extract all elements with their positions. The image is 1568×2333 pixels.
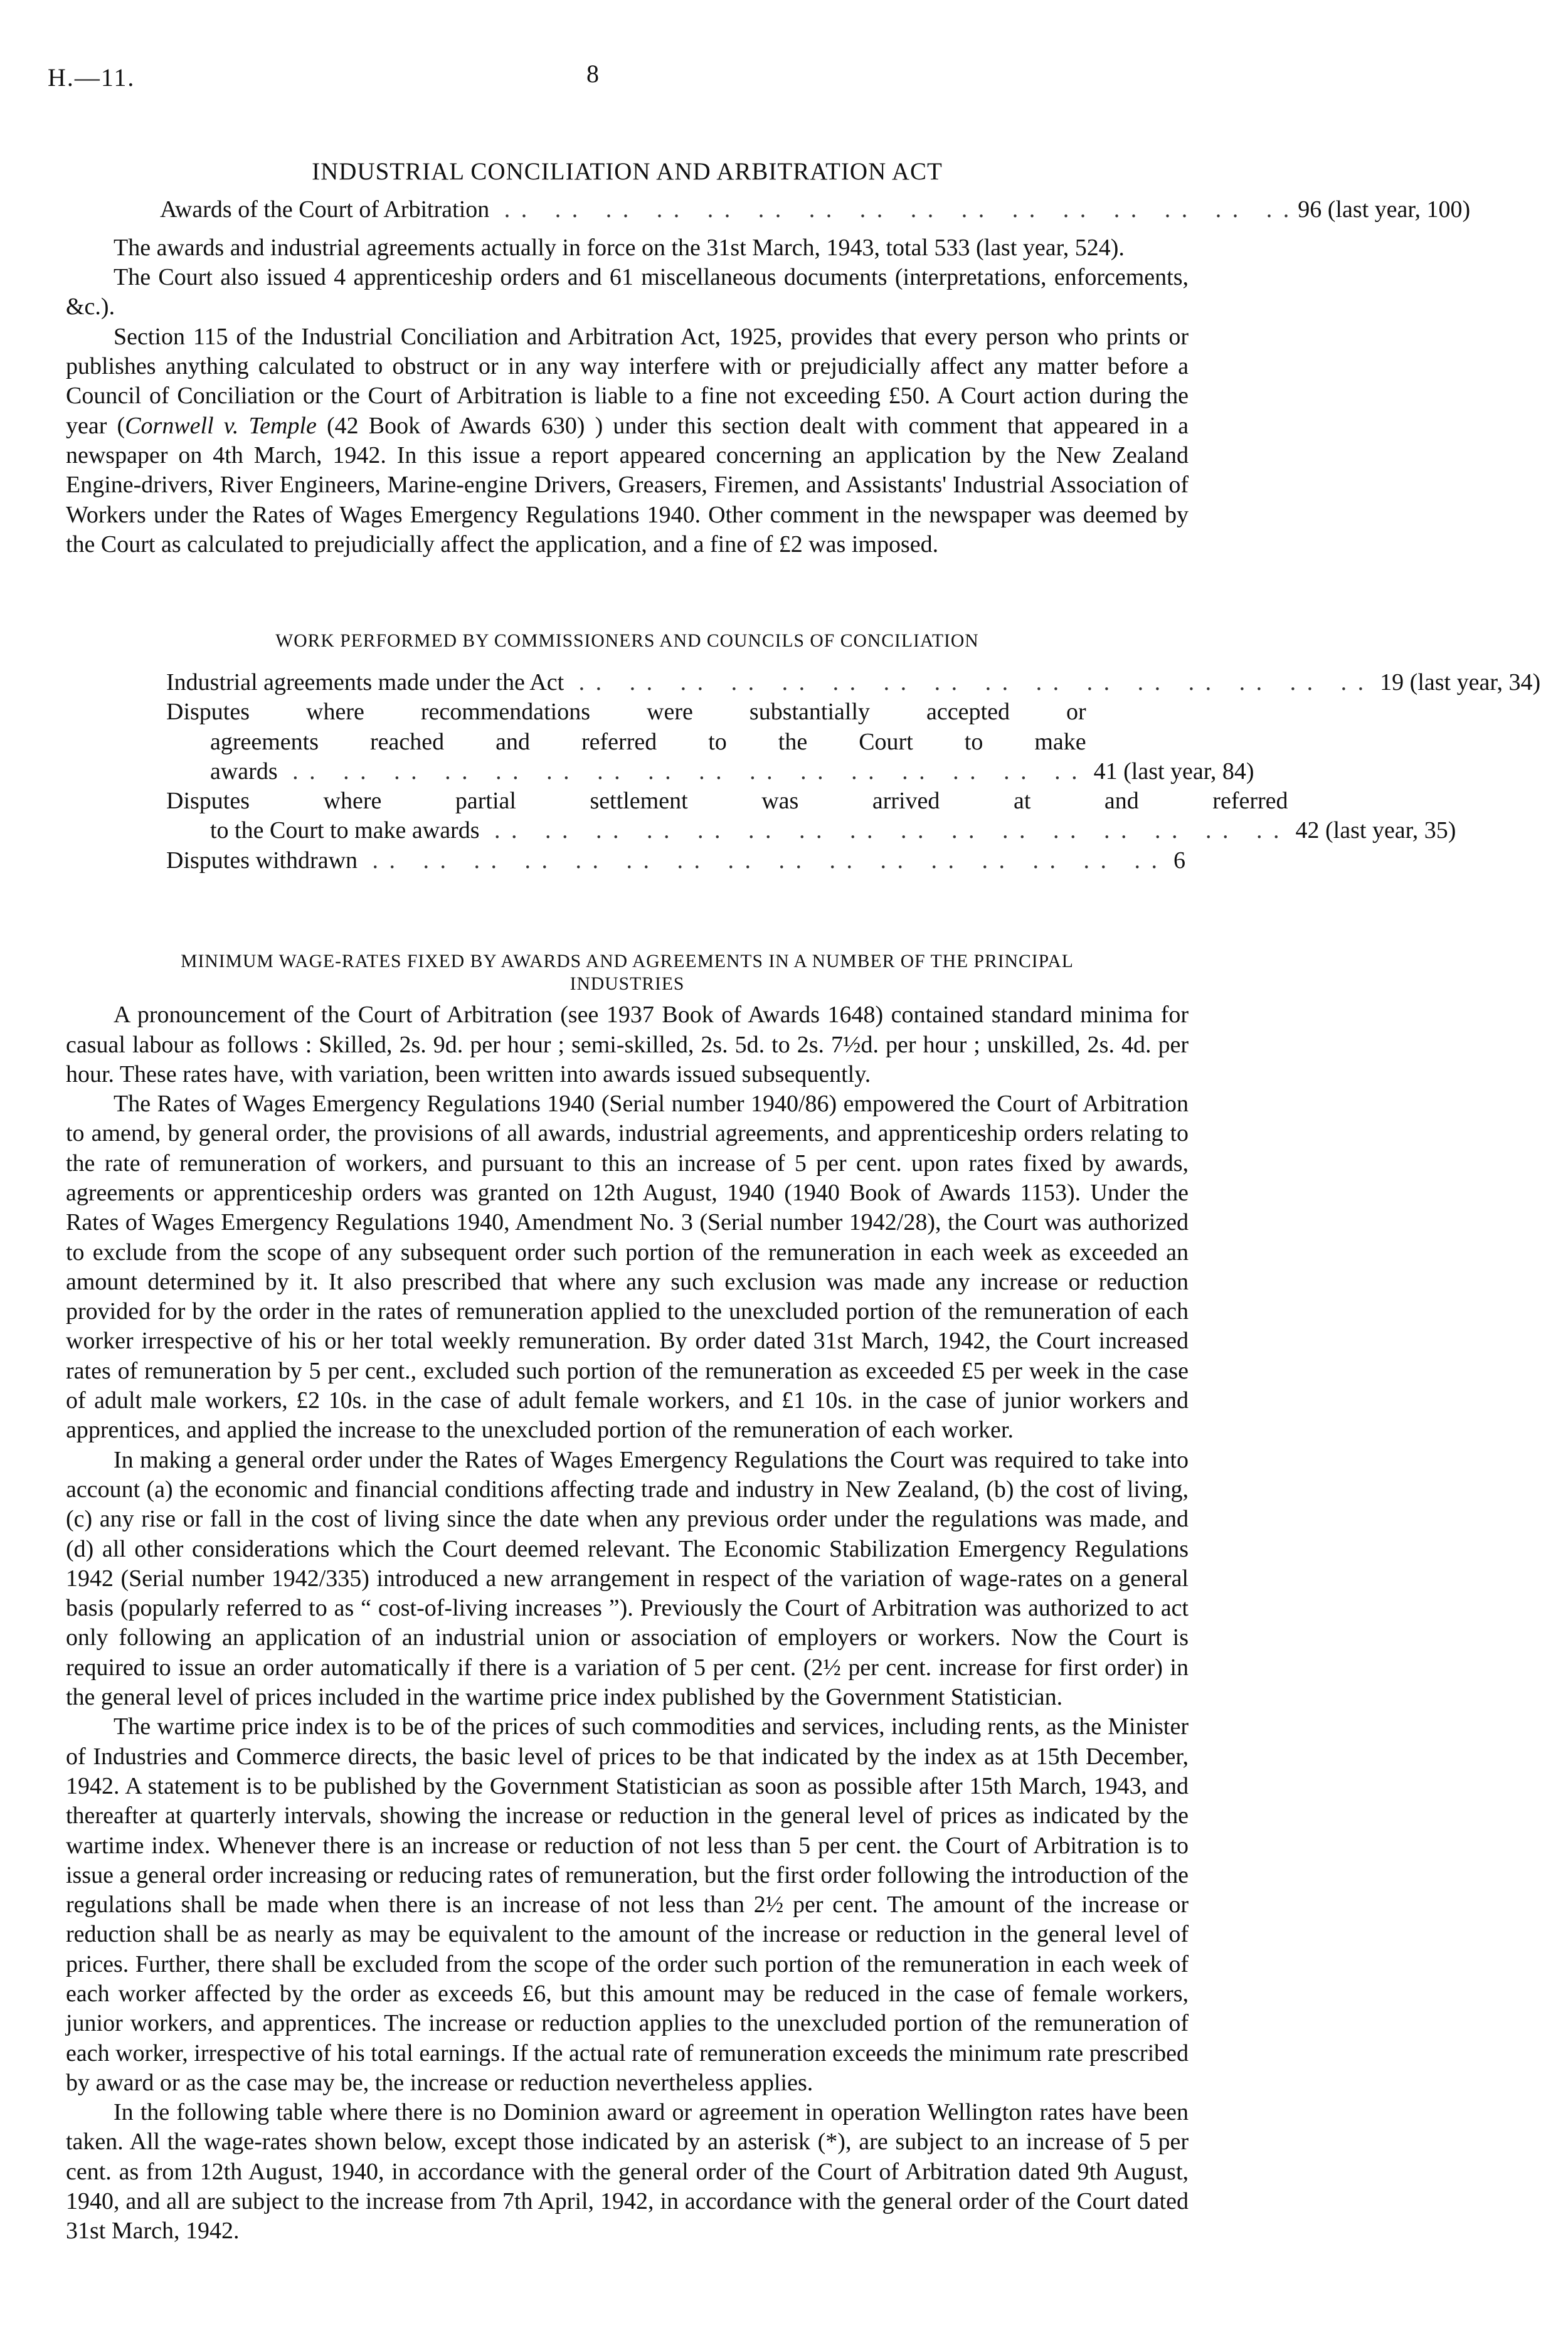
row-label: Disputes where recommendations were substantially accepted or [166, 699, 1086, 726]
paragraph-general-order-considerations: In making a general order under the Rates of Wages Emergency Regulations the Court was required to take into account (a) the economic and financial conditions affecting trade and industry in New Zealand, (b) the cost of living, (c) any rise or fall in the cost of living since the date when any previous order under the regulations was made, and (d) all other considerations which the Court deemed relevant. The Economic Stabilization Emergency Regulations 1942 (Serial number 1942/335) introduced a new arrangement in respect of the variation of wage-rates on a general basis (popularly referred to as “ cost-of-living increases ”). Previously the Court of Arbitration was authorized to act only following an application of an industrial union or association of employers or workers. Now the Court is required to issue an order automatically if there is a variation of 5 per cent. (2½ per cent. increase for first order) in the general level of prices included in the wartime price index published by the Government Statistician. [66, 1446, 1189, 1711]
paragraph-wartime-price-index: The wartime price index is to be of the prices of such commodities and services, including rents, as the Minister of Industries and Commerce directs, the basic level of prices to be that indicated by the index as at 15th December, 1942. A statement is to be published by the Government Statistician as soon as possible after 15th March, 1943, and thereafter at quarterly intervals, showing the increase or reduction in the general level of prices as indicated by the wartime index. Whenever there is an increase or reduction of not less than 5 per cent. the Court of Arbitration is to issue a general order increasing or reducing rates of remuneration, but the first order following the introduction of the regulations shall be made when there is an increase of not less than 2½ per cent. The amount of the increase or reduction shall be as nearly as may be equivalent to the amount of the increase or reduction in the general level of prices. Further, there shall be excluded from the scope of the order such portion of the remuneration in each week of each worker affected by the order as exceeds £6, but this amount may be reduced in the case of female workers, junior workers, and apprentices. The increase or reduction applies to the unexcluded portion of the remuneration of each worker, irrespective of his total earnings. If the actual rate of remuneration exceeds the minimum rate prescribed by award or as the case may be, the increase or reduction nevertheless applies. [66, 1713, 1189, 2096]
row-value: 19 (last year, 34) [1380, 669, 1541, 696]
paragraph-apprenticeship-orders: The Court also issued 4 apprenticeship orders and 61 miscellaneous documents (interpretations, enforcements, &c.). [66, 264, 1189, 320]
conciliation-row [166, 786, 1456, 846]
page-title: INDUSTRIAL CONCILIATION AND ARBITRATION ACT [312, 158, 943, 185]
row-label: Disputes withdrawn [166, 847, 358, 874]
awards-line [66, 195, 1471, 225]
document-reference: H.—11. [48, 63, 135, 92]
row-value: 42 (last year, 35) [1295, 817, 1456, 844]
row-label-continued: awards [210, 758, 278, 785]
page-body [66, 157, 1541, 2246]
page-number: 8 [586, 60, 599, 88]
leader-dots [278, 757, 1086, 786]
leader-dots [358, 846, 1166, 876]
row-label-continued: to the Court to make awards [210, 817, 480, 844]
case-citation: Cornwell v. Temple [125, 412, 317, 439]
work-section-heading: WORK PERFORMED BY COMMISSIONERS AND COUNCILS OF CONCILIATION [275, 631, 979, 652]
conciliation-row [166, 697, 1254, 786]
conciliation-row [166, 668, 1541, 697]
paragraph-awards-in-force: The awards and industrial agreements actually in force on the 31st March, 1943, total 533 (last year, 524). [114, 234, 1125, 261]
leader-dots [489, 195, 1298, 225]
paragraph-rates-of-wages-regulations: The Rates of Wages Emergency Regulations 1940 (Serial number 1940/86) empowered the Court of Arbitration to amend, by general order, the provisions of all awards, industrial agreements, and apprenticeship orders relating to the rate of remuneration of workers, and pursuant to this an increase of 5 per cent. upon rates fixed by awards, agreements or apprenticeship orders was granted on 12th August, 1940 (1940 Book of Awards 1153). Under the Rates of Wages Emergency Regulations 1940, Amendment No. 3 (Serial number 1942/28), the Court was authorized to exclude from the scope of any subsequent order such portion of the remuneration in each week as exceeded an amount determined by it. It also prescribed that where any such exclusion was made any increase or reduction provided for by the order in the rates of remuneration applied to the unexcluded portion of the remuneration of each worker irrespective of his or her total weekly remuneration. By order dated 31st March, 1942, the Court increased rates of remuneration by 5 per cent., excluded such portion of the remuneration as exceeded £5 per week in the case of adult male workers, £2 10s. in the case of adult female workers, and £1 10s. in the case of junior workers and apprentices, and applied the increase to the unexcluded portion of the remuneration of each worker. [66, 1091, 1189, 1444]
row-label-continued: agreements reached and referred to the Court to make [210, 728, 1086, 755]
leader-dots [564, 668, 1372, 697]
awards-value: 96 (last year, 100) [1298, 196, 1471, 223]
section115-text-b: (42 Book of Awards 630) ) under this section dealt with comment that appeared in a newspaper on 4th March, 1942. In this issue a report appeared concerning an application by the New Zealand Engine-drivers, River Engineers, Marine-engine Drivers, Greasers, Firemen, and Assistants' Industrial Association of Workers under the Rates of Wages Emergency Regulations 1940. Other comment in the newspaper was deemed by the Court as calculated to prejudicially affect the application, and a fine of £2 was imposed. [66, 412, 1189, 558]
paragraph-casual-labour-minima: A pronouncement of the Court of Arbitration (see 1937 Book of Awards 1648) contained standard minima for casual labour as follows : Skilled, 2s. 9d. per hour ; semi-skilled, 2s. 5d. to 2s. 7½d. per hour ; unskilled, 2s. 4d. per hour. These rates have, with variation, been written into awards issued subsequently. [66, 1002, 1189, 1087]
row-label: Industrial agreements made under the Act [166, 669, 564, 696]
heading-line: MINIMUM WAGE-RATES FIXED BY AWARDS AND AGREEMENTS IN A NUMBER OF THE PRINCIPAL [181, 951, 1074, 972]
conciliation-row [166, 846, 1186, 876]
row-value: 6 [1173, 847, 1186, 874]
heading-line: INDUSTRIES [569, 973, 685, 994]
leader-dots [480, 816, 1288, 845]
row-value: 41 (last year, 84) [1093, 758, 1254, 785]
conciliation-table [166, 668, 1541, 876]
awards-label: Awards of the Court of Arbitration [160, 196, 490, 223]
paragraph-table-introduction: In the following table where there is no Dominion award or agreement in operation Wellington rates have been taken. All the wage-rates shown below, except those indicated by an asterisk (*), are subject to an increase of 5 per cent. as from 12th August, 1940, in accordance with the general order of the Court of Arbitration dated 9th August, 1940, and all are subject to the increase from 7th April, 1942, in accordance with the general order of the Court dated 31st March, 1942. [66, 2099, 1189, 2245]
section115-text-a: Section 115 of the Industrial Conciliation and Arbitration Act, 1925, provides that every person who prints or publishes anything calculated to obstruct or in any way interfere with or prejudicially affect any matter before a Council of Conciliation or the Court of Arbitration is liable to a fine not exceeding £50. A Court action during the year ( [66, 323, 1189, 439]
row-label: Disputes where partial settlement was arrived at and referred [166, 788, 1288, 815]
paragraph-section-115 [66, 322, 1189, 559]
minimum-wage-section-heading [66, 951, 1189, 995]
